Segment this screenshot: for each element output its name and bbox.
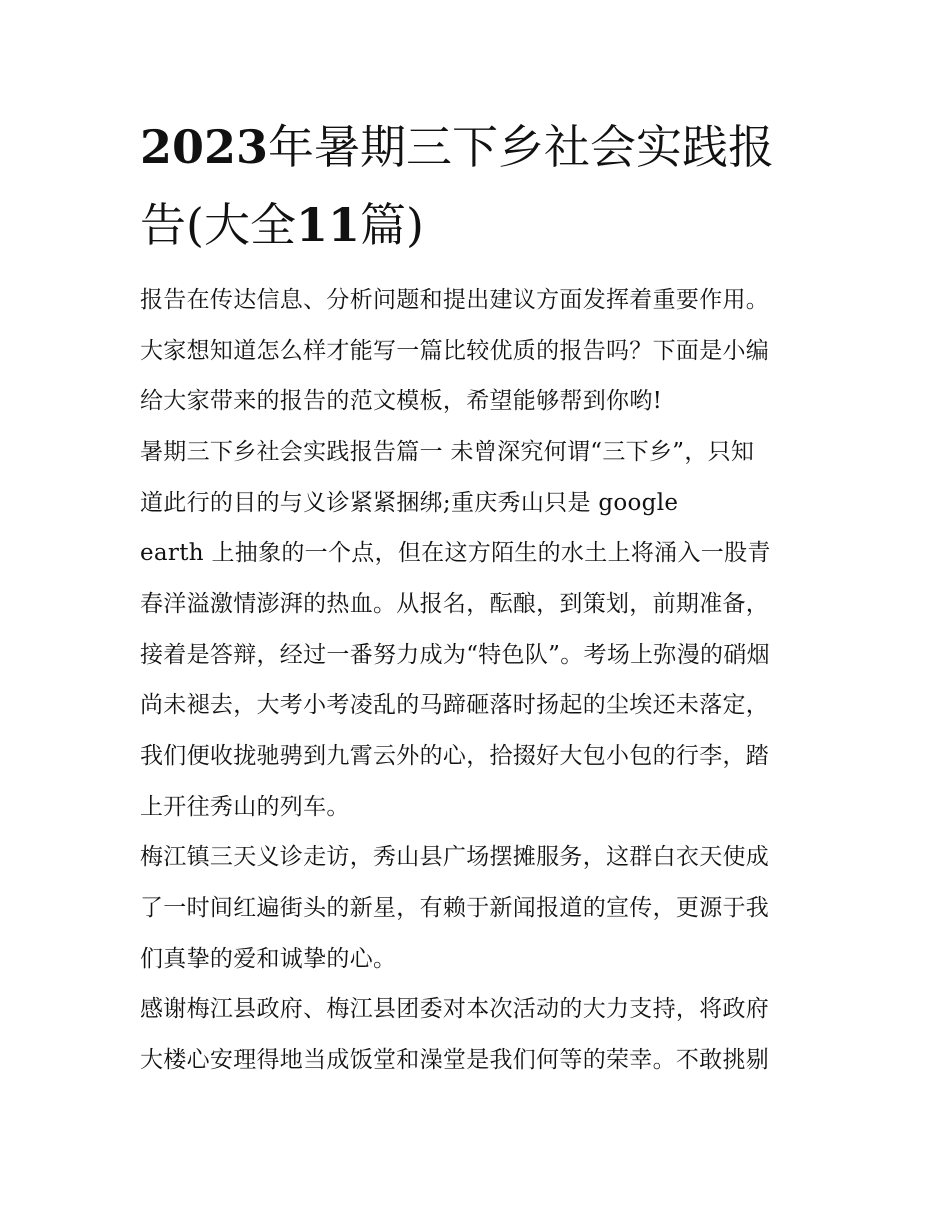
body-line: 尚未褪去，大考小考凌乱的马蹄砸落时扬起的尘埃还未落定， xyxy=(140,692,770,718)
body-line: 给大家带来的报告的范文模板，希望能够帮到你哟! xyxy=(140,388,663,414)
title-count: 11 xyxy=(295,198,360,252)
body-line: 春洋溢激情澎湃的热血。从报名，酝酿，到策划，前期准备， xyxy=(140,591,770,617)
document-title-line-1 xyxy=(140,120,820,174)
body-line: 了一时间红遍街头的新星，有赖于新闻报道的宣传，更源于我 xyxy=(140,895,770,921)
body-line: 梅江镇三天义诊走访，秀山县广场摆摊服务，这群白衣天使成 xyxy=(140,844,770,870)
body-line: 大楼心安理得地当成饭堂和澡堂是我们何等的荣幸。不敢挑剔 xyxy=(140,1047,770,1073)
body-line: 接着是答辩，经过一番努力成为“特色队”。考场上弥漫的硝烟 xyxy=(140,642,770,668)
body-line: earth 上抽象的一个点，但在这方陌生的水土上将涌入一股青 xyxy=(140,540,771,566)
body-line: 们真挚的爱和诚挚的心。 xyxy=(140,946,397,972)
body-line: 大家想知道怎么样才能写一篇比较优质的报告吗？下面是小编 xyxy=(140,338,770,364)
title-text-1: 年暑期三下乡社会实践报 xyxy=(268,120,775,174)
body-line: 暑期三下乡社会实践报告篇一 未曾深究何谓“三下乡”，只知 xyxy=(140,439,755,465)
body-line: 道此行的目的与义诊紧紧捆绑;重庆秀山只是 google xyxy=(140,490,679,516)
document-title-line-2 xyxy=(140,198,820,252)
body-line: 报告在传达信息、分析问题和提出建议方面发挥着重要作用。 xyxy=(140,287,770,313)
body-line: 我们便收拢驰骋到九霄云外的心，拾掇好大包小包的行李，踏 xyxy=(140,743,770,769)
title-text-2a: 告(大全 xyxy=(140,198,296,252)
body-line: 上开往秀山的列车。 xyxy=(140,794,350,820)
title-year: 2023 xyxy=(140,120,269,174)
body-line: 感谢梅江县政府、梅江县团委对本次活动的大力支持，将政府 xyxy=(140,996,770,1022)
title-text-2b: 篇) xyxy=(359,198,424,252)
